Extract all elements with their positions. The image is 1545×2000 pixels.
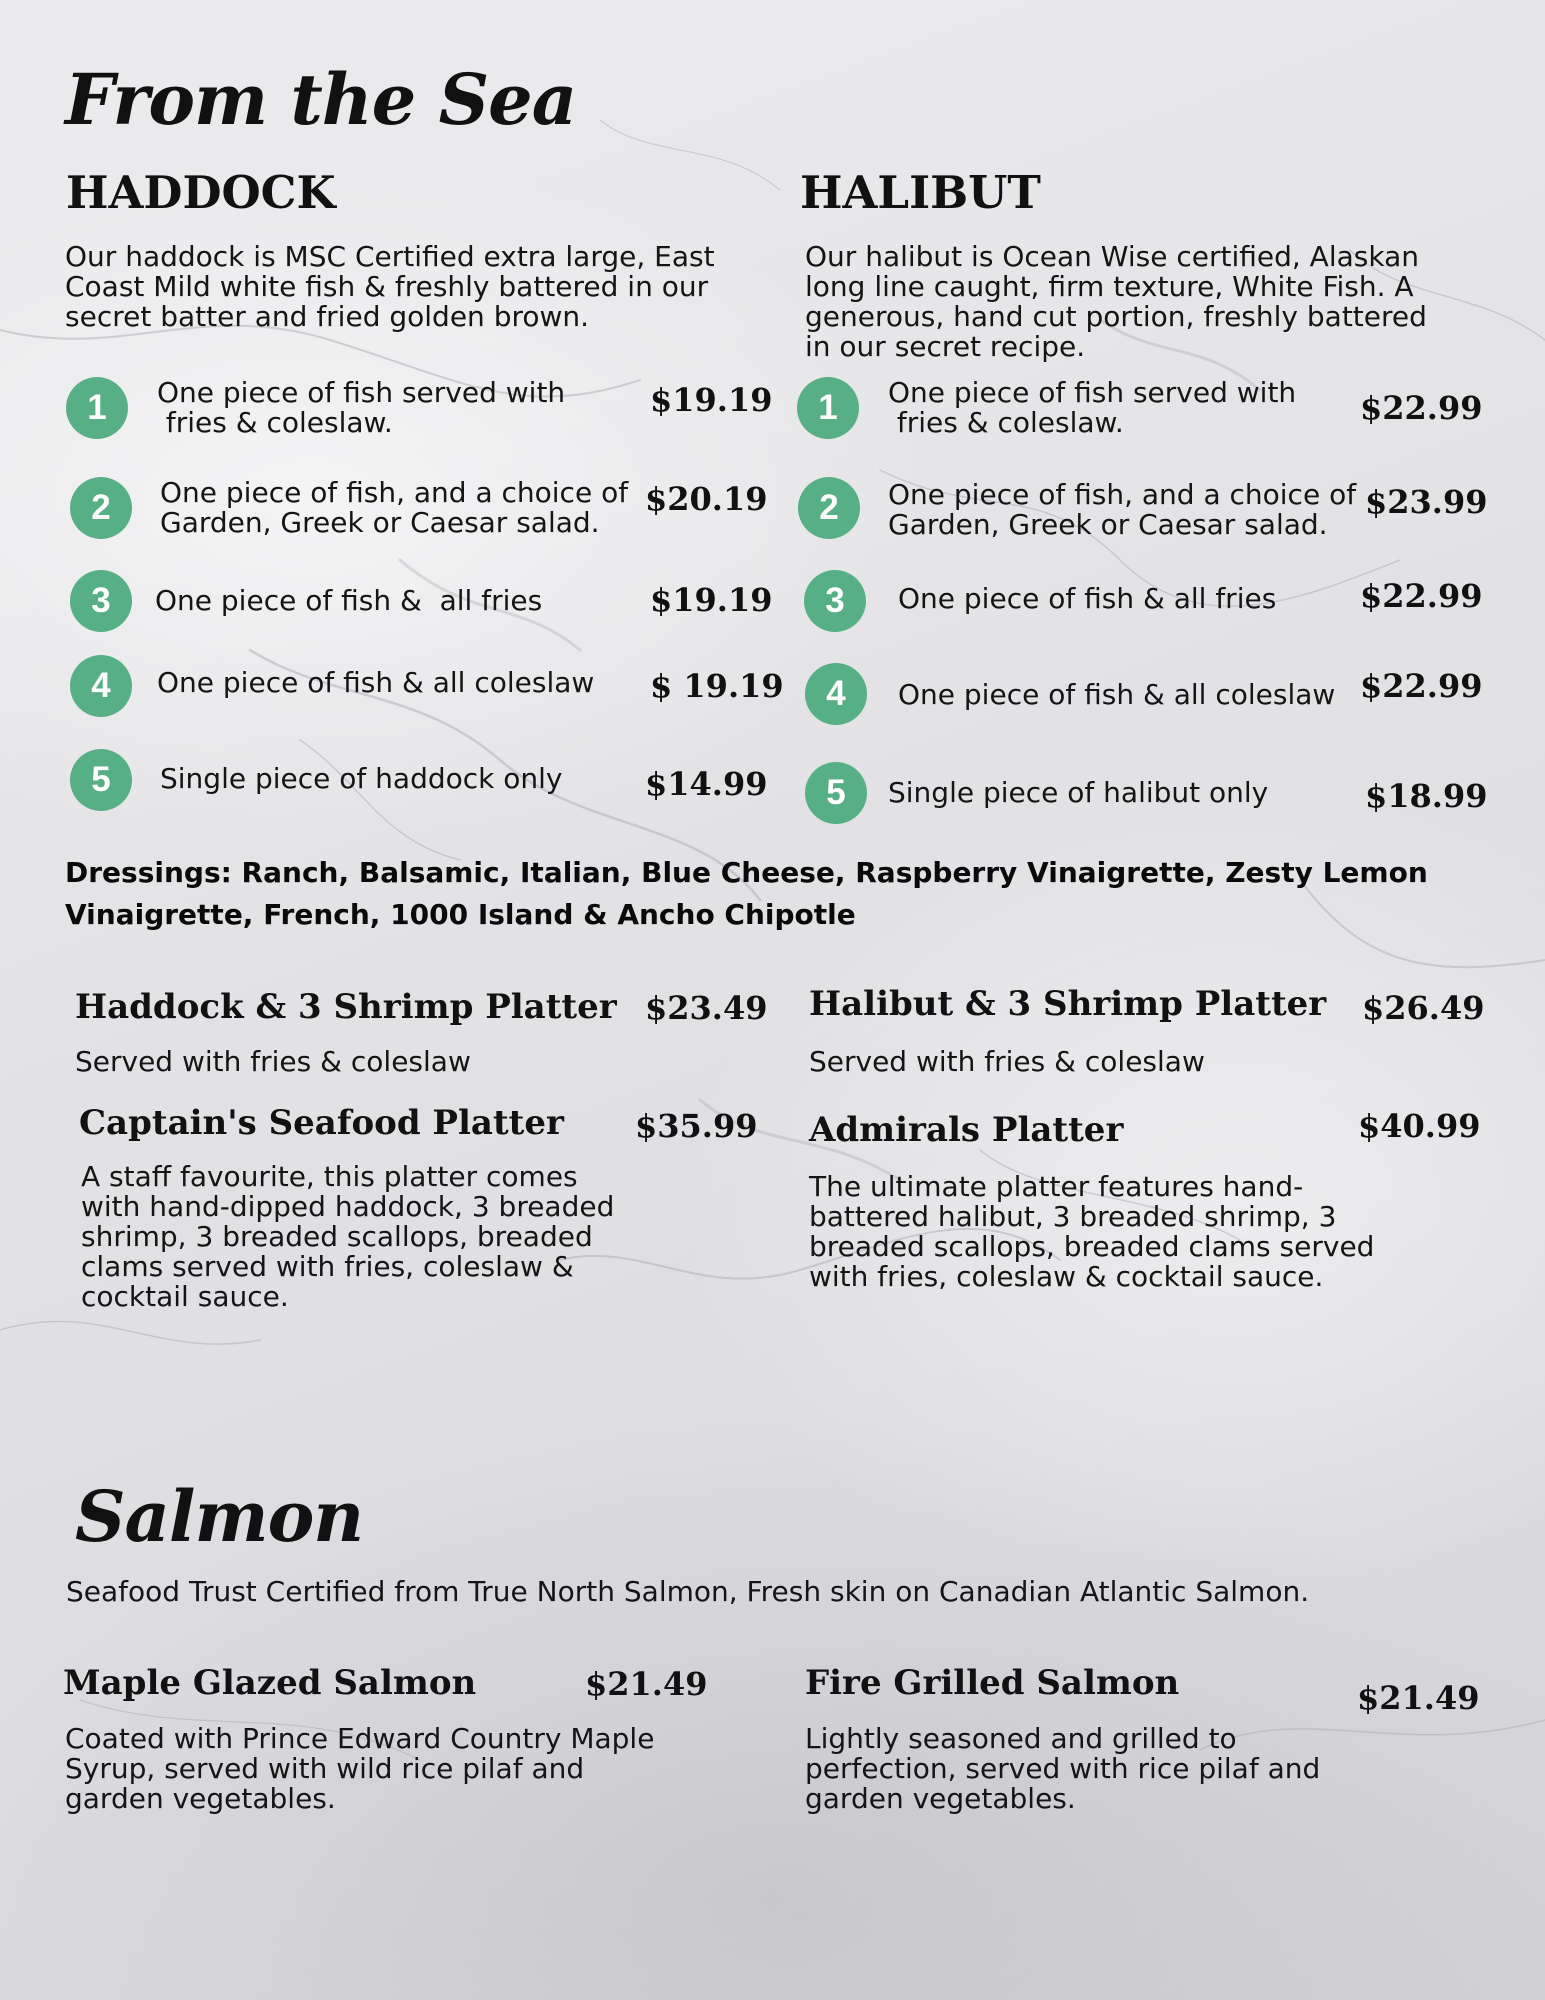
- halibut-item-4-price: $22.99: [1360, 667, 1483, 705]
- halibut-heading: HALIBUT: [800, 166, 1041, 219]
- haddock-item-1-line2: fries & coleslaw.: [157, 406, 393, 439]
- haddock-item-5-line1: Single piece of haddock only: [160, 762, 563, 795]
- salmon-title: Salmon: [75, 1475, 364, 1558]
- halibut-item-5-line1: Single piece of halibut only: [888, 776, 1269, 809]
- haddock-item-1-price: $19.19: [650, 381, 773, 419]
- fire-salmon-description: Lightly seasoned and grilled to perfection, served with rice pilaf and garden vegetables.: [805, 1722, 1321, 1815]
- halibut-item-5-text: [888, 778, 1268, 808]
- haddock-item-3-price: $19.19: [650, 581, 773, 619]
- haddock-shrimp-platter-price: $23.49: [645, 989, 768, 1027]
- halibut-description: Our halibut is Ocean Wise certified, Alaskan long line caught, firm texture, White Fish. A generous, hand cut portion, freshly battered in our secret recipe.: [805, 240, 1427, 363]
- halibut-item-4-badge: 4: [805, 663, 867, 725]
- haddock-shrimp-platter-note: Served with fries & coleslaw: [75, 1045, 471, 1078]
- haddock-item-5-badge: 5: [70, 749, 132, 811]
- halibut-item-1-line2: fries & coleslaw.: [888, 406, 1124, 439]
- halibut-item-2-line1: One piece of fish, and a choice of: [888, 478, 1357, 511]
- haddock-item-4-badge: 4: [70, 655, 132, 717]
- haddock-item-5-price: $14.99: [645, 765, 768, 803]
- halibut-item-2-line2: Garden, Greek or Caesar salad.: [888, 508, 1328, 541]
- haddock-item-3-text: [155, 586, 542, 616]
- halibut-item-5-badge: 5: [805, 762, 867, 824]
- halibut-item-3-price: $22.99: [1360, 577, 1483, 615]
- haddock-item-2-line1: One piece of fish, and a choice of: [160, 476, 629, 509]
- haddock-item-4-price: $ 19.19: [650, 667, 784, 705]
- halibut-item-1-price: $22.99: [1360, 389, 1483, 427]
- halibut-item-3-line1: One piece of fish & all fries: [898, 582, 1277, 615]
- halibut-item-3-badge: 3: [804, 570, 866, 632]
- fire-salmon-name: Fire Grilled Salmon: [805, 1663, 1180, 1703]
- maple-salmon-price: $21.49: [585, 1665, 708, 1703]
- halibut-item-2-badge: 2: [798, 477, 860, 539]
- halibut-item-1-text: [888, 378, 1296, 438]
- haddock-item-2-price: $20.19: [645, 480, 768, 518]
- haddock-description: Our haddock is MSC Certified extra large, East Coast Mild white fish & freshly battered in our secret batter and fried golden brown.: [65, 240, 715, 333]
- haddock-item-1-line1: One piece of fish served with: [157, 376, 566, 409]
- captains-platter-price: $35.99: [635, 1107, 758, 1145]
- halibut-item-4-text: [898, 680, 1335, 710]
- haddock-item-2-badge: 2: [70, 477, 132, 539]
- haddock-item-1-text: [157, 378, 565, 438]
- from-the-sea-title: From the Sea: [65, 58, 577, 141]
- halibut-item-3-text: [898, 584, 1276, 614]
- haddock-item-2-line2: Garden, Greek or Caesar salad.: [160, 506, 600, 539]
- halibut-shrimp-platter-name: Halibut & 3 Shrimp Platter: [809, 984, 1327, 1024]
- halibut-item-2-text: [888, 480, 1356, 540]
- haddock-item-5-text: [160, 764, 563, 794]
- halibut-item-1-badge: 1: [797, 377, 859, 439]
- captains-platter-description: A staff favourite, this platter comes with hand-dipped haddock, 3 breaded shrimp, 3 breaded scallops, breaded clams served with fries, coleslaw & cocktail sauce.: [81, 1160, 615, 1313]
- halibut-shrimp-platter-note: Served with fries & coleslaw: [809, 1045, 1205, 1078]
- maple-salmon-name: Maple Glazed Salmon: [63, 1663, 477, 1703]
- salmon-subtitle: Seafood Trust Certified from True North Salmon, Fresh skin on Canadian Atlantic Salmon.: [66, 1575, 1310, 1608]
- haddock-item-3-line1: One piece of fish & all fries: [155, 584, 543, 617]
- halibut-shrimp-platter-price: $26.49: [1362, 989, 1485, 1027]
- halibut-item-4-line1: One piece of fish & all coleslaw: [898, 678, 1336, 711]
- fire-salmon-price: $21.49: [1357, 1679, 1480, 1717]
- halibut-item-1-line1: One piece of fish served with: [888, 376, 1297, 409]
- halibut-item-2-price: $23.99: [1365, 483, 1488, 521]
- haddock-heading: HADDOCK: [66, 166, 336, 219]
- captains-platter-name: Captain's Seafood Platter: [79, 1103, 564, 1143]
- haddock-item-4-line1: One piece of fish & all coleslaw: [157, 666, 595, 699]
- dressings-list: Dressings: Ranch, Balsamic, Italian, Blue Cheese, Raspberry Vinaigrette, Zesty Lemon Vinaigrette, French, 1000 Island & Ancho Chipotle: [65, 856, 1428, 931]
- admirals-platter-description: The ultimate platter features hand-battered halibut, 3 breaded shrimp, 3 breaded scallops, breaded clams served with fries, coleslaw & cocktail sauce.: [809, 1170, 1375, 1293]
- haddock-item-4-text: [157, 668, 594, 698]
- halibut-item-5-price: $18.99: [1365, 777, 1488, 815]
- maple-salmon-description: Coated with Prince Edward Country Maple Syrup, served with wild rice pilaf and garden vegetables.: [65, 1722, 655, 1815]
- haddock-shrimp-platter-name: Haddock & 3 Shrimp Platter: [75, 987, 617, 1027]
- haddock-item-3-badge: 3: [70, 570, 132, 632]
- haddock-item-2-text: [160, 478, 628, 538]
- haddock-item-1-badge: 1: [66, 377, 128, 439]
- admirals-platter-name: Admirals Platter: [809, 1110, 1124, 1150]
- admirals-platter-price: $40.99: [1358, 1107, 1481, 1145]
